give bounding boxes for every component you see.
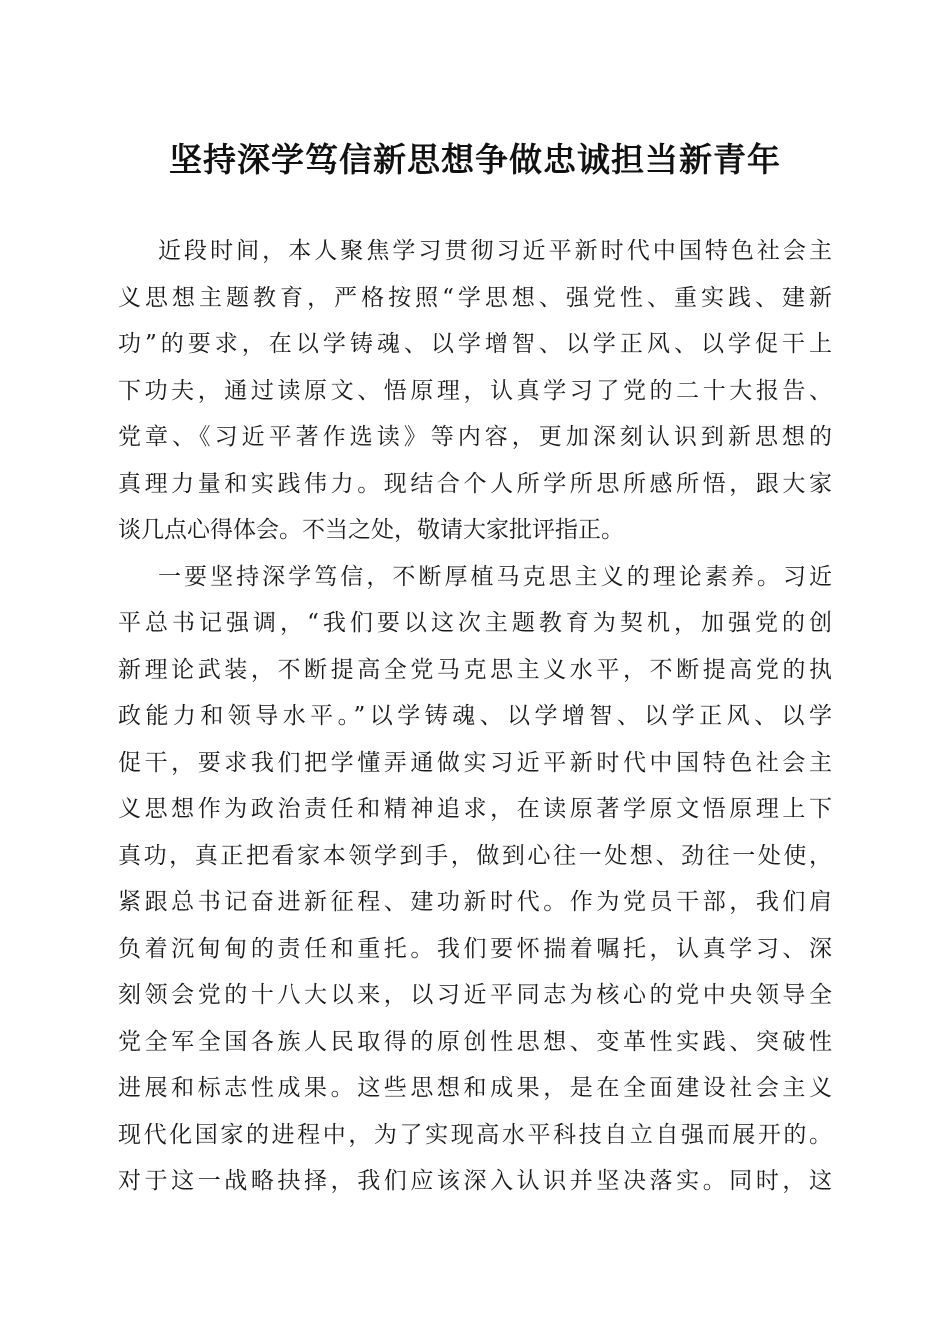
body-line: 促干，要求我们把学懂弄通做实习近平新时代中国特色社会主 bbox=[118, 749, 832, 776]
body-line: 真功，真正把看家本领学到手，做到心往一处想、劲往一处使， bbox=[118, 842, 832, 869]
body-line: 下功夫，通过读原文、悟原理，认真学习了党的二十大报告、 bbox=[118, 377, 832, 404]
body-line: 平总书记强调，“我们要以这次主题教育为契机，加强党的创 bbox=[118, 610, 832, 636]
body-line: 党全军全国各族人民取得的原创性思想、变革性实践、突破性 bbox=[118, 1028, 832, 1055]
body-line: 新理论武装，不断提高全党马克思主义水平，不断提高党的执 bbox=[118, 656, 832, 683]
body-line: 进展和标志性成果。这些思想和成果，是在全面建设社会主义 bbox=[118, 1075, 832, 1101]
body-line: 现代化国家的进程中，为了实现高水平科技自立自强而展开的。 bbox=[118, 1121, 832, 1148]
body-line: 负着沉甸甸的责任和重托。我们要怀揣着嘱托，认真学习、深 bbox=[118, 935, 832, 962]
document-title: 坚持深学笃信新思想争做忠诚担当新青年 bbox=[169, 140, 781, 179]
body-line: 对于这一战略抉择，我们应该深入认识并坚决落实。同时，这 bbox=[118, 1168, 832, 1194]
body-line: 功”的要求，在以学铸魂、以学增智、以学正风、以学促干上 bbox=[118, 331, 832, 357]
body-line: 义思想主题教育，严格按照“学思想、强党性、重实践、建新 bbox=[118, 284, 832, 311]
body-line: 紧跟总书记奋进新征程、建功新时代。作为党员干部，我们肩 bbox=[118, 889, 832, 915]
body-line: 党章、《习近平著作选读》等内容，更加深刻认识到新思想的 bbox=[118, 424, 832, 450]
body-line: 一要坚持深学笃信，不断厚植马克思主义的理论素养。习近 bbox=[158, 563, 832, 590]
document-body bbox=[118, 228, 832, 1205]
body-line: 谈几点心得体会。不当之处，敬请大家批评指正。 bbox=[118, 517, 624, 543]
body-line: 义思想作为政治责任和精神追求，在读原著学原文悟原理上下 bbox=[118, 796, 832, 822]
body-line: 真理力量和实践伟力。现结合个人所学所思所感所悟，跟大家 bbox=[118, 470, 832, 497]
body-line: 近段时间，本人聚焦学习贯彻习近平新时代中国特色社会主 bbox=[158, 238, 832, 264]
body-line: 刻领会党的十八大以来，以习近平同志为核心的党中央领导全 bbox=[118, 982, 832, 1008]
body-line: 政能力和领导水平。”以学铸魂、以学增智、以学正风、以学 bbox=[118, 703, 832, 729]
